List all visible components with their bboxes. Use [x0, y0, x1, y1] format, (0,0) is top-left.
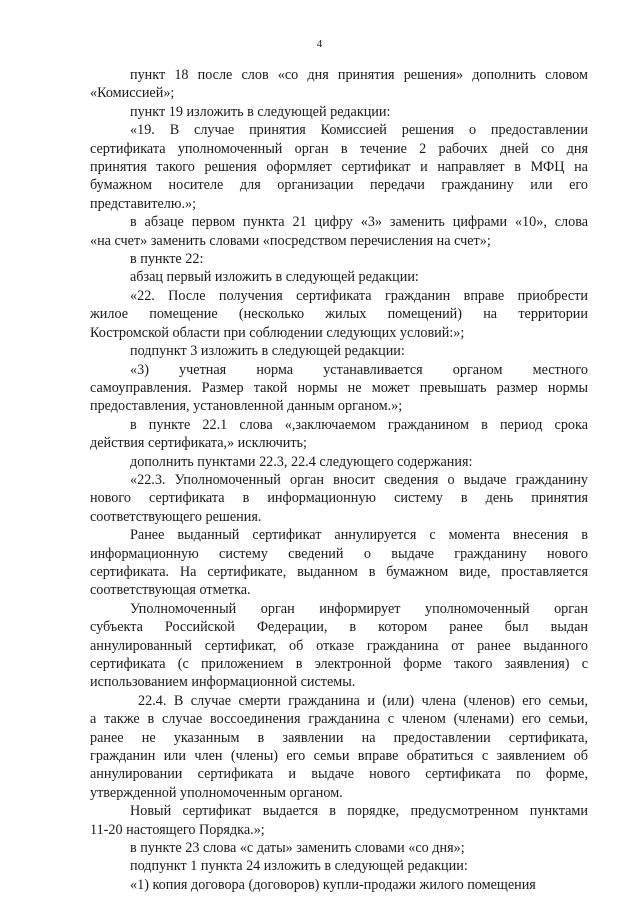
text-line: сертификата уполномоченный орган в течение 2 рабочих дней со дня — [90, 140, 588, 157]
text-line: подпункт 3 изложить в следующей редакции: — [130, 343, 405, 360]
paragraph — [90, 876, 588, 894]
paragraph — [90, 361, 588, 416]
text-line: в пункте 23 слова «с даты» заменить словами «со дня»; — [130, 840, 465, 857]
text-line: гражданин или член (члены) его семьи вправе обратиться с заявлением об — [90, 748, 588, 765]
text-line: Уполномоченный орган информирует уполномоченный орган — [130, 600, 588, 617]
paragraph — [90, 342, 588, 360]
paragraph — [90, 213, 588, 250]
text-line: информационную систему сведений о выдаче гражданину нового — [90, 545, 588, 562]
paragraph — [90, 839, 588, 857]
paragraph — [90, 600, 588, 692]
text-line: самоуправления. Размер такой нормы не может превышать размер нормы — [90, 379, 588, 396]
text-line: пункт 18 после слов «со дня принятия решения» дополнить словом — [130, 67, 588, 83]
text-line: аннулированный сертификат, об отказе гражданина от ранее выданного — [90, 637, 588, 654]
text-line: «1) копия договора (договоров) купли-продажи жилого помещения — [130, 876, 536, 893]
text-line: сертификата (с приложением в электронной форме такого заявления) с — [90, 656, 588, 672]
text-line: предоставления, установленной данным органом.»; — [90, 398, 403, 415]
paragraph — [90, 857, 588, 875]
paragraph — [90, 802, 588, 839]
text-line: Костромской области при соблюдении следующих условий:»; — [90, 324, 465, 341]
text-line: субъекта Российской Федерации, в котором ранее был выдан — [90, 619, 588, 636]
text-line: дополнить пунктами 22.3, 22.4 следующего содержания: — [130, 453, 473, 470]
text-line: утвержденной уполномоченным органом. — [90, 784, 343, 801]
text-line: подпункт 1 пункта 24 изложить в следующей редакции: — [130, 858, 468, 875]
text-line: в абзаце первом пункта 21 цифру «3» заменить цифрами «10», слова — [130, 214, 588, 231]
text-line: «19. В случае принятия Комиссией решения о предоставлении — [130, 122, 588, 139]
text-line: сертификата. На сертификате, выданном в бумажном виде, проставляется — [90, 563, 588, 580]
paragraph — [90, 121, 588, 213]
text-line: пункт 19 изложить в следующей редакции: — [130, 103, 391, 120]
text-line: соответствующая отметка. — [90, 582, 251, 599]
paragraph — [90, 471, 588, 526]
text-line: нового сертификата в информационную систему в день принятия — [90, 490, 588, 507]
text-line: принятия такого решения оформляет сертификат и направляет в МФЦ на — [90, 159, 588, 176]
text-line: 11-20 настоящего Порядка.»; — [90, 821, 265, 838]
text-line: представителю.»; — [90, 195, 197, 212]
paragraph — [90, 103, 588, 121]
paragraph — [90, 268, 588, 286]
page-number: 4 — [316, 38, 323, 50]
text-line: «22.3. Уполномоченный орган вносит сведения о выдаче гражданину — [130, 471, 588, 488]
paragraph — [90, 526, 588, 600]
text-line: «Комиссией»; — [90, 85, 175, 102]
text-line: действия сертификата,» исключить; — [90, 435, 307, 452]
text-line: бумажном носителе для организации передачи гражданину или его — [90, 177, 588, 194]
text-line: «22. После получения сертификата гражданин вправе приобрести — [130, 287, 588, 304]
text-line: 22.4. В случае смерти гражданина и (или) члена (членов) его семьи, — [138, 692, 588, 709]
text-line: «3) учетная норма устанавливается органом местного — [130, 361, 588, 378]
paragraph — [90, 66, 588, 103]
text-line: абзац первый изложить в следующей редакции: — [130, 269, 419, 286]
text-line: использованием информационной системы. — [90, 674, 356, 691]
text-line: аннулировании сертификата и выдаче нового сертификата по форме, — [90, 766, 588, 783]
text-line: а также в случае воссоединения гражданина с членом (членами) его семьи, — [90, 711, 588, 728]
text-line: в пункте 22: — [130, 251, 204, 268]
text-line: ранее не указанным в заявлении на предоставлении сертификата, — [90, 729, 588, 746]
paragraph — [90, 287, 588, 342]
paragraph — [90, 453, 588, 471]
paragraph — [90, 250, 588, 268]
paragraph — [90, 692, 588, 802]
text-line: Новый сертификат выдается в порядке, предусмотренном пунктами — [130, 803, 588, 820]
document-body — [90, 66, 588, 894]
text-line: в пункте 22.1 слова «,заключаемом гражданином в период срока — [130, 416, 588, 433]
paragraph — [90, 416, 588, 453]
text-line: Ранее выданный сертификат аннулируется с момента внесения в — [130, 527, 588, 544]
text-line: жилое помещение (несколько жилых помещений) на территории — [90, 306, 588, 323]
text-line: соответствующего решения. — [90, 508, 262, 525]
text-line: «на счет» заменить словами «посредством перечисления на счет»; — [90, 232, 491, 249]
